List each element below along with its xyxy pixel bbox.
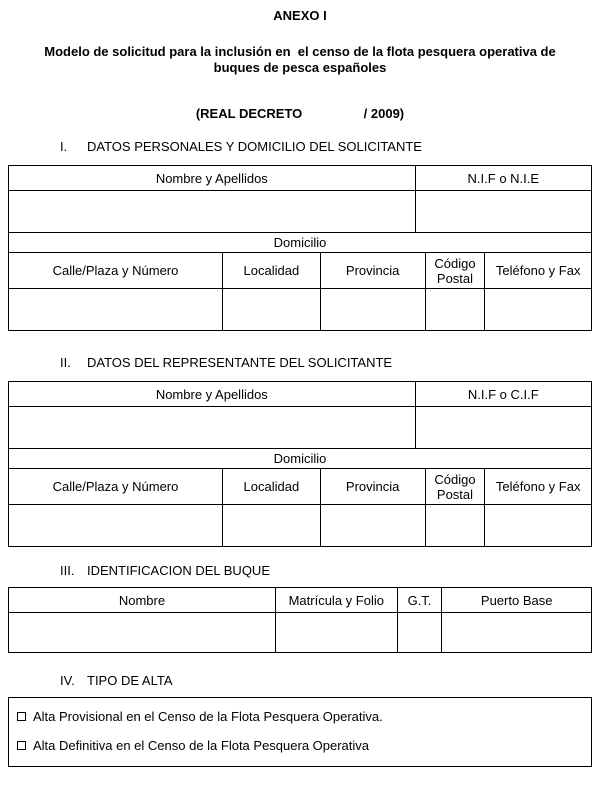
section4-heading (60, 673, 592, 689)
s3-port-header: Puerto Base (441, 588, 591, 612)
s1-locality-input-cell[interactable] (222, 289, 320, 330)
s2-id-header: N.I.F o C.I.F (415, 382, 591, 406)
s2-province-input-cell[interactable] (320, 505, 425, 546)
s3-gt-input-cell[interactable] (397, 613, 442, 652)
table-row (9, 288, 591, 330)
table-row (9, 166, 591, 190)
section3-number: III. (60, 563, 75, 578)
table-row (9, 504, 591, 546)
s2-postalcode-input-cell[interactable] (425, 505, 485, 546)
s1-id-input-cell[interactable] (415, 191, 591, 232)
s1-phone-input-cell[interactable] (484, 289, 591, 330)
table-row (9, 612, 591, 652)
table-row (9, 232, 591, 252)
s1-locality-header: Localidad (222, 253, 320, 288)
s2-phone-header: Teléfono y Fax (484, 469, 591, 504)
section2-heading (60, 355, 592, 371)
s2-phone-input-cell[interactable] (484, 505, 591, 546)
table-row (9, 588, 591, 612)
s3-registration-header: Matrícula y Folio (275, 588, 397, 612)
section1-heading (60, 139, 592, 155)
s1-province-header: Provincia (320, 253, 425, 288)
s1-street-input-cell[interactable] (9, 289, 222, 330)
page-subtitle: Modelo de solicitud para la inclusión en el censo de la flota pesquera operativa de buques de pesca españoles (44, 44, 556, 75)
section2-table (8, 381, 592, 547)
section2-title: DATOS DEL REPRESENTANTE DEL SOLICITANTE (87, 355, 393, 370)
s3-port-input-cell[interactable] (441, 613, 591, 652)
s2-locality-input-cell[interactable] (222, 505, 320, 546)
s1-address-header: Domicilio (273, 235, 327, 250)
section1-title: DATOS PERSONALES Y DOMICILIO DEL SOLICITANTE (87, 139, 422, 154)
section4-title: TIPO DE ALTA (87, 673, 173, 688)
table-row (9, 382, 591, 406)
section2-number: II. (60, 355, 71, 370)
table-row (9, 448, 591, 468)
section1-table (8, 165, 592, 331)
section1-number: I. (60, 139, 68, 154)
s2-street-input-cell[interactable] (9, 505, 222, 546)
alta-provisional-label: Alta Provisional en el Censo de la Flota Pesquera Operativa. (33, 709, 383, 724)
table-row (9, 406, 591, 448)
table-row (9, 252, 591, 288)
alta-definitiva-label: Alta Definitiva en el Censo de la Flota Pesquera Operativa (33, 738, 370, 753)
s1-phone-header: Teléfono y Fax (484, 253, 591, 288)
table-row (9, 190, 591, 232)
s1-name-input-cell[interactable] (9, 191, 415, 232)
tipo-de-alta-box (8, 697, 592, 767)
s2-name-header: Nombre y Apellidos (155, 386, 268, 402)
section3-table (8, 587, 592, 653)
s3-gt-header: G.T. (397, 588, 442, 612)
decree-line: (REAL DECRETO / 2009) (195, 106, 405, 121)
section3-title: IDENTIFICACION DEL BUQUE (87, 563, 270, 578)
table-row (9, 468, 591, 504)
section4-number: IV. (60, 673, 75, 688)
checkbox-icon[interactable] (17, 741, 26, 750)
s1-postalcode-input-cell[interactable] (425, 289, 485, 330)
s1-name-header: Nombre y Apellidos (155, 170, 268, 186)
s1-street-header: Calle/Plaza y Número (52, 263, 179, 278)
s2-address-header: Domicilio (273, 451, 327, 466)
s2-postalcode-header: Código Postal (425, 469, 485, 504)
alta-definitiva-option[interactable] (17, 738, 583, 753)
alta-provisional-option[interactable] (17, 709, 583, 724)
s2-name-input-cell[interactable] (9, 407, 415, 448)
s2-id-input-cell[interactable] (415, 407, 591, 448)
s3-name-header: Nombre (118, 592, 166, 608)
s1-id-header: N.I.F o N.I.E (415, 166, 591, 190)
s3-registration-input-cell[interactable] (275, 613, 397, 652)
s2-province-header: Provincia (320, 469, 425, 504)
page-title: ANEXO I (273, 8, 327, 23)
s1-province-input-cell[interactable] (320, 289, 425, 330)
checkbox-icon[interactable] (17, 712, 26, 721)
s2-street-header: Calle/Plaza y Número (52, 479, 179, 494)
s3-name-input-cell[interactable] (9, 613, 275, 652)
section3-heading (60, 563, 592, 579)
s1-postalcode-header: Código Postal (425, 253, 485, 288)
s2-locality-header: Localidad (222, 469, 320, 504)
